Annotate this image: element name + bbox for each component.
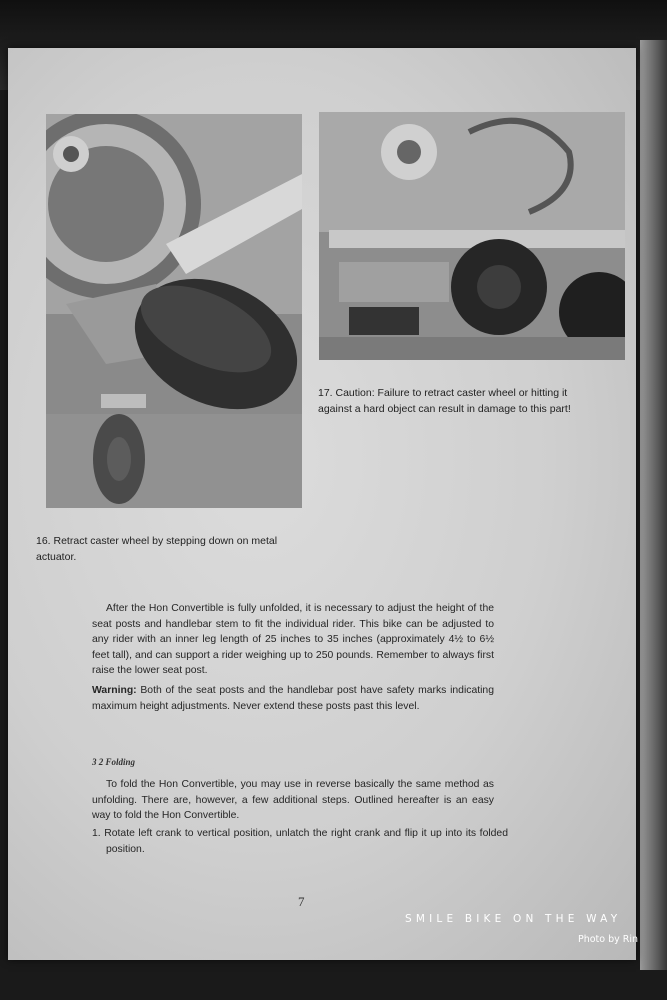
step-1: 1. Rotate left crank to vertical position, unlatch the right crank and flip it up into its folded position. <box>92 828 508 855</box>
photo-frame-underside <box>319 112 625 360</box>
watermark-title: SMILE BIKE ON THE WAY <box>405 913 622 925</box>
next-page-edge <box>640 40 667 970</box>
caption-figure-17: 17. Caution: Failure to retract caster wheel or hitting it against a hard object can result in damage to this part! <box>318 387 571 415</box>
paragraph-folding: To fold the Hon Convertible, you may use in reverse basically the same method as unfolding. There are, however, a few additional steps. Outlined hereafter is an easy way to fold the Hon Convertible. <box>92 779 494 822</box>
warning-paragraph <box>92 683 494 714</box>
caption-figure-16: 16. Retract caster wheel by stepping down on metal actuator. <box>36 535 278 563</box>
page-number: 7 <box>298 894 305 909</box>
watermark-credit: Photo by Rin <box>578 934 639 945</box>
warning-text: Both of the seat posts and the handlebar post have safety marks indicating maximum height adjustments. Never extend these posts past this level. <box>92 685 494 712</box>
paragraph-adjustment: After the Hon Convertible is fully unfolded, it is necessary to adjust the height of the seat posts and handlebar stem to fit the individual rider. This bike can be adjusted to any rider with an inner leg length of 25 inches to 35 inches (approximately 4½ to 6½ feet tall), and can support a rider weighing up to 250 pounds. Remember to always first raise the lower seat post. <box>92 603 494 677</box>
section-title-folding: 3 2 Folding <box>92 757 136 767</box>
photo-caster-wheel-foot <box>46 114 302 508</box>
warning-label: Warning: <box>92 685 137 696</box>
